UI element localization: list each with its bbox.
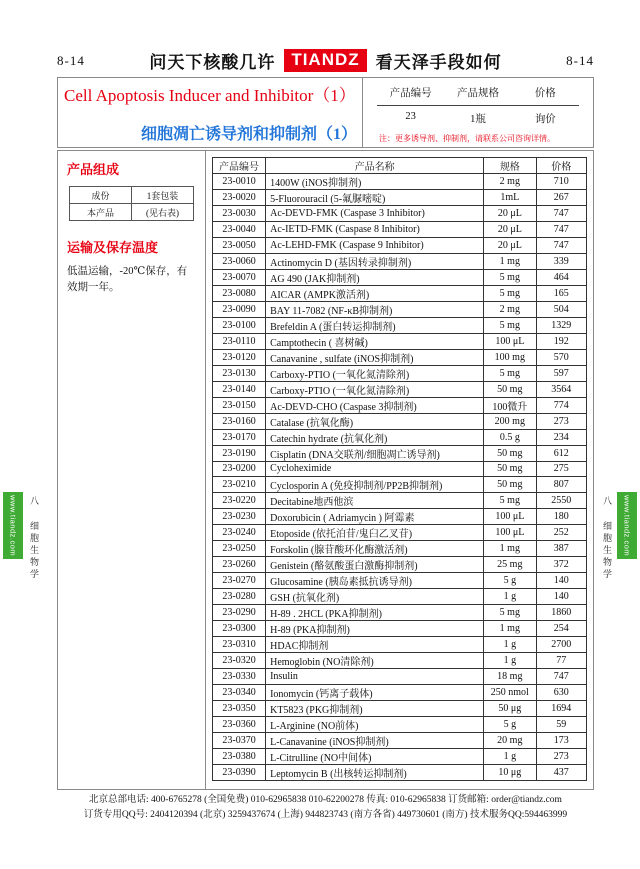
- table-cell: 1 mg: [484, 621, 536, 637]
- table-header-row: [213, 158, 587, 174]
- product-table-body: [213, 174, 587, 781]
- table-row: [213, 557, 587, 573]
- table-cell: 23-0360: [213, 717, 266, 733]
- table-cell: 23-0150: [213, 397, 266, 413]
- table-cell: 2 mg: [484, 174, 536, 190]
- website-bar-left: [3, 492, 23, 559]
- table-cell: 5 mg: [484, 285, 536, 301]
- table-cell: 23-0320: [213, 653, 266, 669]
- table-cell: Carboxy-PTIO (一氧化氮清除剂): [266, 365, 484, 381]
- table-row: [213, 237, 587, 253]
- table-cell: 252: [536, 525, 587, 541]
- footer-contact-line: 北京总部电话: 400-6765278 (全国免费) 010-62965838 010-62200278 传真: 010-62965838 订货邮箱: order@tiandz.com: [89, 795, 562, 805]
- table-cell: 23-0300: [213, 621, 266, 637]
- product-info-header-row: [377, 85, 579, 106]
- table-row: [213, 509, 587, 525]
- table-cell: 20 μL: [484, 237, 536, 253]
- table-cell: 140: [536, 573, 587, 589]
- table-cell: Actinomycin D (基因转录抑制剂): [266, 253, 484, 269]
- table-cell: H-89 . 2HCL (PKA抑制剂): [266, 605, 484, 621]
- table-row: [213, 765, 587, 781]
- table-row: [213, 413, 587, 429]
- table-cell: 372: [536, 557, 587, 573]
- table-cell: 5 mg: [484, 269, 536, 285]
- table-cell: 100微升: [484, 397, 536, 413]
- table-cell: 5 mg: [484, 605, 536, 621]
- column-header-spec: 规格: [484, 158, 536, 174]
- table-cell: 20 μL: [484, 206, 536, 222]
- brand-line: [149, 48, 501, 73]
- slogan-left: 问天下核酸几许: [149, 53, 276, 72]
- table-cell: 77: [536, 653, 587, 669]
- table-cell: Ac-DEVD-FMK (Caspase 3 Inhibitor): [266, 206, 484, 222]
- table-cell: L-Arginine (NO前体): [266, 717, 484, 733]
- table-row: [213, 749, 587, 765]
- table-cell: Etoposide (依托泊苷/鬼臼乙叉苷): [266, 525, 484, 541]
- table-row: [213, 317, 587, 333]
- table-cell: 200 mg: [484, 413, 536, 429]
- table-cell: 23-0070: [213, 269, 266, 285]
- table-cell: 23-0170: [213, 429, 266, 445]
- table-cell: 437: [536, 765, 587, 781]
- table-cell: 18 mg: [484, 669, 536, 685]
- table-cell: Brefeldin A (蛋白转运抑制剂): [266, 317, 484, 333]
- table-cell: 3564: [536, 381, 587, 397]
- info-value-price: 询价: [534, 114, 556, 125]
- table-cell: 23-0160: [213, 413, 266, 429]
- table-cell: 387: [536, 541, 587, 557]
- table-cell: 23-0040: [213, 221, 266, 237]
- main-content-box: [57, 150, 594, 790]
- table-cell: 273: [536, 413, 587, 429]
- product-table-area: [206, 151, 593, 789]
- table-row: [213, 461, 587, 477]
- tiandz-logo: TIANDZ: [284, 49, 366, 72]
- slogan-right: 看天泽手段如何: [375, 53, 502, 72]
- table-cell: 23-0280: [213, 589, 266, 605]
- table-cell: 339: [536, 253, 587, 269]
- table-cell: 23-0050: [213, 237, 266, 253]
- table-cell: 23-0020: [213, 190, 266, 206]
- table-cell: 250 nmol: [484, 685, 536, 701]
- table-cell: BAY 11-7082 (NF-κB抑制剂): [266, 301, 484, 317]
- title-section: [57, 77, 594, 148]
- table-row: [213, 429, 587, 445]
- sidebar: [58, 151, 206, 789]
- table-cell: 2700: [536, 637, 587, 653]
- table-cell: 23-0140: [213, 381, 266, 397]
- table-cell: 23-0200: [213, 461, 266, 477]
- table-cell: 1694: [536, 701, 587, 717]
- table-cell: GSH (抗氧化剂): [266, 589, 484, 605]
- table-cell: L-Canavanine (iNOS抑制剂): [266, 733, 484, 749]
- table-cell: Catalase (抗氧化酶): [266, 413, 484, 429]
- table-cell: Ac-DEVD-CHO (Caspase 3抑制剂): [266, 397, 484, 413]
- table-cell: L-Citrulline (NO中间体): [266, 749, 484, 765]
- table-cell: Catechin hydrate (抗氧化剂): [266, 429, 484, 445]
- page-number-right: 8-14: [566, 52, 594, 68]
- table-cell: 747: [536, 237, 587, 253]
- table-cell: AG 490 (JAK抑制剂): [266, 269, 484, 285]
- website-text-right: www.tiandz.com: [622, 494, 632, 557]
- table-row: [213, 190, 587, 206]
- table-cell: 1329: [536, 317, 587, 333]
- table-row: [213, 349, 587, 365]
- storage-text: 低温运输，-20℃保存，有效期一年。: [67, 266, 188, 293]
- table-cell: AICAR (AMPK激活剂): [266, 285, 484, 301]
- table-cell: 747: [536, 221, 587, 237]
- table-cell: 2550: [536, 493, 587, 509]
- table-cell: 1860: [536, 605, 587, 621]
- info-header-spec: 产品规格: [456, 88, 499, 99]
- table-cell: 23-0090: [213, 301, 266, 317]
- table-cell: 192: [536, 333, 587, 349]
- table-row: [213, 669, 587, 685]
- table-cell: 23-0030: [213, 206, 266, 222]
- table-cell: 23-0210: [213, 477, 266, 493]
- table-cell: HDAC抑制剂: [266, 637, 484, 653]
- table-cell: 504: [536, 301, 587, 317]
- table-row: [213, 541, 587, 557]
- table-row: [213, 621, 587, 637]
- table-cell: 50 mg: [484, 381, 536, 397]
- composition-cell: 成份: [70, 187, 132, 204]
- table-cell: 10 μg: [484, 765, 536, 781]
- table-cell: 100 μL: [484, 509, 536, 525]
- table-cell: 23-0080: [213, 285, 266, 301]
- table-cell: 1400W (iNOS抑制剂): [266, 174, 484, 190]
- table-row: [213, 285, 587, 301]
- table-cell: 612: [536, 445, 587, 461]
- table-row: [213, 365, 587, 381]
- table-cell: 180: [536, 509, 587, 525]
- table-cell: 23-0250: [213, 541, 266, 557]
- table-row: [213, 653, 587, 669]
- table-row: [213, 269, 587, 285]
- table-cell: Cyclosporin A (免疫抑制剂/PP2B抑制剂): [266, 477, 484, 493]
- table-row: [213, 573, 587, 589]
- composition-title: 产品组成: [67, 162, 120, 177]
- column-header-name: 产品名称: [266, 158, 484, 174]
- storage-title: 运输及保存温度: [67, 240, 159, 255]
- composition-cell: 1套包装: [132, 187, 194, 204]
- table-cell: 50 μg: [484, 701, 536, 717]
- table-cell: 23-0330: [213, 669, 266, 685]
- table-cell: 50 mg: [484, 477, 536, 493]
- table-row: [213, 733, 587, 749]
- section-label-right: 八 细胞生物学: [602, 496, 612, 581]
- table-cell: Ionomycin (钙离子载体): [266, 685, 484, 701]
- product-info-value-row: [377, 106, 579, 126]
- table-cell: 23-0240: [213, 525, 266, 541]
- table-cell: Camptothecin ( 喜树碱): [266, 333, 484, 349]
- table-cell: 5 g: [484, 717, 536, 733]
- table-cell: 59: [536, 717, 587, 733]
- table-cell: 234: [536, 429, 587, 445]
- table-cell: 5 mg: [484, 317, 536, 333]
- product-info-box: [362, 77, 594, 148]
- table-cell: Hemoglobin (NO清除剂): [266, 653, 484, 669]
- table-row: [213, 221, 587, 237]
- table-cell: 100 μL: [484, 333, 536, 349]
- table-cell: 273: [536, 749, 587, 765]
- table-cell: 5 mg: [484, 493, 536, 509]
- table-row: [213, 397, 587, 413]
- table-row: [213, 605, 587, 621]
- table-cell: 23-0350: [213, 701, 266, 717]
- table-cell: 570: [536, 349, 587, 365]
- table-cell: Cisplatin (DNA交联剂/细胞凋亡诱导剂): [266, 445, 484, 461]
- table-cell: 23-0110: [213, 333, 266, 349]
- table-cell: 140: [536, 589, 587, 605]
- info-value-code: 23: [405, 111, 416, 122]
- table-cell: 254: [536, 621, 587, 637]
- table-cell: 275: [536, 461, 587, 477]
- table-cell: 23-0010: [213, 174, 266, 190]
- table-cell: 710: [536, 174, 587, 190]
- composition-row: [70, 204, 194, 221]
- page-footer: [38, 793, 613, 823]
- table-row: [213, 493, 587, 509]
- table-cell: 23-0260: [213, 557, 266, 573]
- table-cell: 173: [536, 733, 587, 749]
- table-cell: 1 mg: [484, 541, 536, 557]
- table-cell: 464: [536, 269, 587, 285]
- table-cell: 1 g: [484, 637, 536, 653]
- table-row: [213, 685, 587, 701]
- table-cell: 1mL: [484, 190, 536, 206]
- footer-qq-line: 订货专用QQ号: 2404120394 (北京) 3259437674 (上海) 944823743 (南方各省) 449730601 (南方) 技术服务QQ:594463999: [83, 810, 568, 820]
- table-cell: 23-0310: [213, 637, 266, 653]
- table-cell: 5 mg: [484, 365, 536, 381]
- table-row: [213, 701, 587, 717]
- table-cell: 267: [536, 190, 587, 206]
- table-cell: Ac-IETD-FMK (Caspase 8 Inhibitor): [266, 221, 484, 237]
- table-cell: 50 mg: [484, 445, 536, 461]
- table-cell: 23-0290: [213, 605, 266, 621]
- table-cell: 23-0370: [213, 733, 266, 749]
- table-cell: Insulin: [266, 669, 484, 685]
- table-cell: 774: [536, 397, 587, 413]
- table-row: [213, 333, 587, 349]
- column-header-price: 价格: [536, 158, 587, 174]
- table-cell: 25 mg: [484, 557, 536, 573]
- composition-cell: 本产品: [70, 204, 132, 221]
- table-cell: 23-0100: [213, 317, 266, 333]
- table-cell: Canavanine , sulfate (iNOS抑制剂): [266, 349, 484, 365]
- website-bar-right: [617, 492, 637, 559]
- table-cell: 20 mg: [484, 733, 536, 749]
- table-cell: Forskolin (腺苷酸环化酶激活剂): [266, 541, 484, 557]
- table-cell: 1 mg: [484, 253, 536, 269]
- table-row: [213, 206, 587, 222]
- table-cell: Ac-LEHD-FMK (Caspase 9 Inhibitor): [266, 237, 484, 253]
- table-cell: 23-0390: [213, 765, 266, 781]
- table-cell: Carboxy-PTIO (一氧化氮清除剂): [266, 381, 484, 397]
- column-header-code: 产品编号: [213, 158, 266, 174]
- table-row: [213, 381, 587, 397]
- table-cell: Leptomycin B (出核转运抑制剂): [266, 765, 484, 781]
- table-cell: 23-0230: [213, 509, 266, 525]
- table-cell: Doxorubicin ( Adriamycin ) 阿霉素: [266, 509, 484, 525]
- table-cell: 23-0220: [213, 493, 266, 509]
- table-cell: KT5823 (PKG抑制剂): [266, 701, 484, 717]
- website-text-left: www.tiandz.com: [8, 494, 18, 557]
- info-value-spec: 1瓶: [470, 114, 486, 125]
- table-cell: 50 mg: [484, 461, 536, 477]
- table-cell: Genistein (酪氨酸蛋白激酶抑制剂): [266, 557, 484, 573]
- table-cell: 100 mg: [484, 349, 536, 365]
- table-row: [213, 589, 587, 605]
- table-cell: 5-Fluorouracil (5-氟脲嘧啶): [266, 190, 484, 206]
- table-cell: 747: [536, 206, 587, 222]
- page-header: [57, 48, 594, 73]
- table-cell: H-89 (PKA抑制剂): [266, 621, 484, 637]
- table-cell: 20 μL: [484, 221, 536, 237]
- info-header-code: 产品编号: [389, 88, 432, 99]
- composition-cell: (见右表): [132, 204, 194, 221]
- table-cell: 747: [536, 669, 587, 685]
- table-row: [213, 525, 587, 541]
- title-box: [57, 77, 363, 148]
- table-cell: Glucosamine (胰岛素抵抗诱导剂): [266, 573, 484, 589]
- table-cell: 165: [536, 285, 587, 301]
- page-number-left: 8-14: [57, 52, 85, 68]
- table-row: [213, 717, 587, 733]
- table-cell: Decitabine地西他滨: [266, 493, 484, 509]
- table-cell: 23-0340: [213, 685, 266, 701]
- table-cell: 100 μL: [484, 525, 536, 541]
- product-info-note: 注：更多诱导剂、抑制剂，请联系公司咨询详情。: [379, 134, 555, 143]
- table-row: [213, 301, 587, 317]
- table-cell: 807: [536, 477, 587, 493]
- table-cell: 2 mg: [484, 301, 536, 317]
- table-row: [213, 477, 587, 493]
- table-cell: 23-0190: [213, 445, 266, 461]
- table-cell: 1 g: [484, 749, 536, 765]
- composition-table: [69, 186, 194, 221]
- table-cell: 23-0380: [213, 749, 266, 765]
- page-title-english: Cell Apoptosis Inducer and Inhibitor（1）: [64, 86, 356, 105]
- table-cell: Cycloheximide: [266, 461, 484, 477]
- table-cell: 23-0130: [213, 365, 266, 381]
- composition-row: [70, 187, 194, 204]
- info-header-price: 价格: [534, 88, 556, 99]
- table-row: [213, 253, 587, 269]
- page-title-chinese: 细胞凋亡诱导剂和抑制剂（1）: [140, 126, 357, 143]
- table-row: [213, 637, 587, 653]
- table-cell: 1 g: [484, 589, 536, 605]
- section-label-left: 八 细胞生物学: [29, 496, 39, 581]
- table-cell: 23-0060: [213, 253, 266, 269]
- table-cell: 1 g: [484, 653, 536, 669]
- table-cell: 0.5 g: [484, 429, 536, 445]
- table-cell: 23-0120: [213, 349, 266, 365]
- table-row: [213, 445, 587, 461]
- table-cell: 5 g: [484, 573, 536, 589]
- table-cell: 630: [536, 685, 587, 701]
- table-cell: 23-0270: [213, 573, 266, 589]
- table-cell: 597: [536, 365, 587, 381]
- product-table: [212, 157, 587, 781]
- table-row: [213, 174, 587, 190]
